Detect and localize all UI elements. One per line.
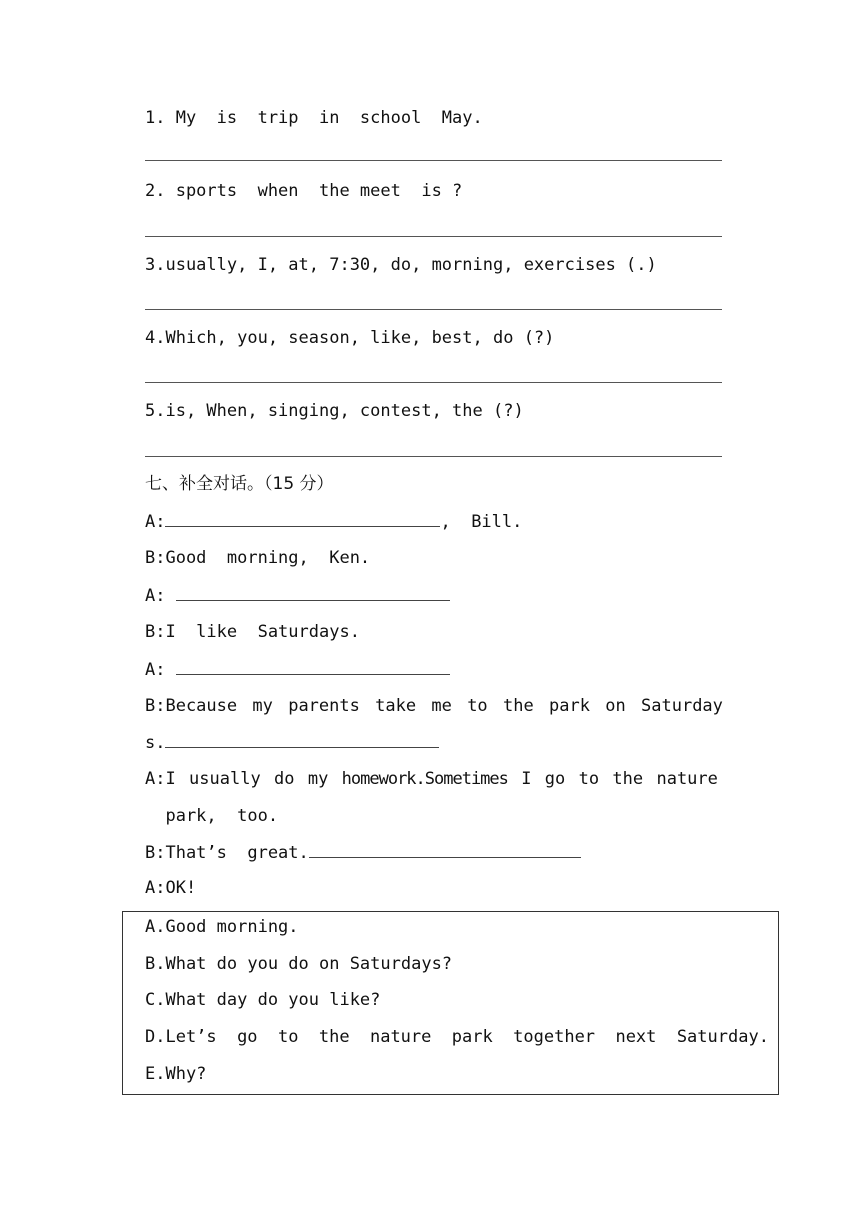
q3-text: 3.usually, I, at, 7:30, do, morning, exercises (.)	[145, 255, 657, 275]
word: I	[521, 769, 532, 789]
q4-answer-line	[145, 382, 722, 383]
q5-text: 5.is, When, singing, contest, the (?)	[145, 401, 524, 421]
word: usually	[189, 769, 261, 789]
word: nature	[656, 769, 718, 789]
q2-answer-line	[145, 236, 722, 237]
word: the	[318, 1027, 350, 1047]
word: the	[612, 769, 644, 789]
answer-blank[interactable]	[176, 584, 450, 601]
word: to	[578, 769, 600, 789]
option-b: B.What do you do on Saturdays?	[145, 954, 453, 974]
dialogue-line-1	[145, 510, 522, 533]
word: take	[375, 696, 417, 716]
dialogue-line-9: park, too.	[145, 806, 279, 826]
option-d	[145, 1026, 769, 1048]
answer-blank[interactable]	[165, 510, 440, 527]
speaker-prefix: A:	[145, 512, 166, 532]
dialogue-line-8	[145, 768, 718, 790]
q5-answer-line	[145, 456, 722, 457]
dialogue-line-5	[145, 658, 450, 681]
word: my	[252, 696, 273, 716]
option-c: C.What day do you like?	[145, 990, 381, 1010]
dialogue-suffix: , Bill.	[440, 512, 523, 532]
word: go	[544, 769, 566, 789]
word: D.Let’s	[145, 1027, 217, 1047]
word: go	[237, 1027, 258, 1047]
dialogue-line-4: B:I like Saturdays.	[145, 622, 360, 642]
word: B:Because	[145, 696, 238, 716]
dialogue-line-3	[145, 584, 450, 607]
dialogue-line-2: B:Good morning, Ken.	[145, 548, 371, 568]
answer-blank[interactable]	[176, 658, 450, 675]
q4-text: 4.Which, you, season, like, best, do (?)	[145, 328, 555, 348]
options-box	[122, 911, 779, 1095]
option-e: E.Why?	[145, 1064, 207, 1084]
dialogue-line-7	[145, 731, 439, 754]
word: nature	[369, 1027, 432, 1047]
section-title: 七、补全对话。（15 分）	[145, 474, 334, 494]
word: homework.Sometimes	[341, 769, 508, 789]
q1-answer-line	[145, 160, 722, 161]
word: A:I	[145, 769, 176, 789]
word: park	[548, 696, 590, 716]
word: together	[513, 1027, 596, 1047]
q3-answer-line	[145, 309, 722, 310]
dialogue-line-6	[145, 695, 723, 717]
q1-text: 1. My is trip in school May.	[145, 108, 483, 128]
word: next	[615, 1027, 657, 1047]
answer-blank[interactable]	[165, 731, 439, 748]
word: Saturday	[641, 696, 723, 716]
speaker-prefix: A:	[145, 586, 176, 606]
word: Saturday.	[676, 1027, 769, 1047]
option-a: A.Good morning.	[145, 917, 299, 937]
answer-blank[interactable]	[309, 841, 581, 858]
dialogue-text: B:That’s great.	[145, 843, 309, 863]
dialogue-line-10	[145, 841, 581, 864]
word-continuation: s.	[145, 733, 166, 753]
word: to	[277, 1027, 299, 1047]
word: me	[431, 696, 452, 716]
word: do	[274, 769, 295, 789]
word: my	[307, 769, 329, 789]
dialogue-line-11: A:OK!	[145, 878, 197, 898]
word: park	[451, 1027, 493, 1047]
speaker-prefix: A:	[145, 660, 176, 680]
word: on	[605, 696, 626, 716]
word: the	[502, 696, 534, 716]
q2-text: 2. sports when the meet is ?	[145, 181, 463, 201]
word: parents	[288, 696, 360, 716]
word: to	[467, 696, 488, 716]
